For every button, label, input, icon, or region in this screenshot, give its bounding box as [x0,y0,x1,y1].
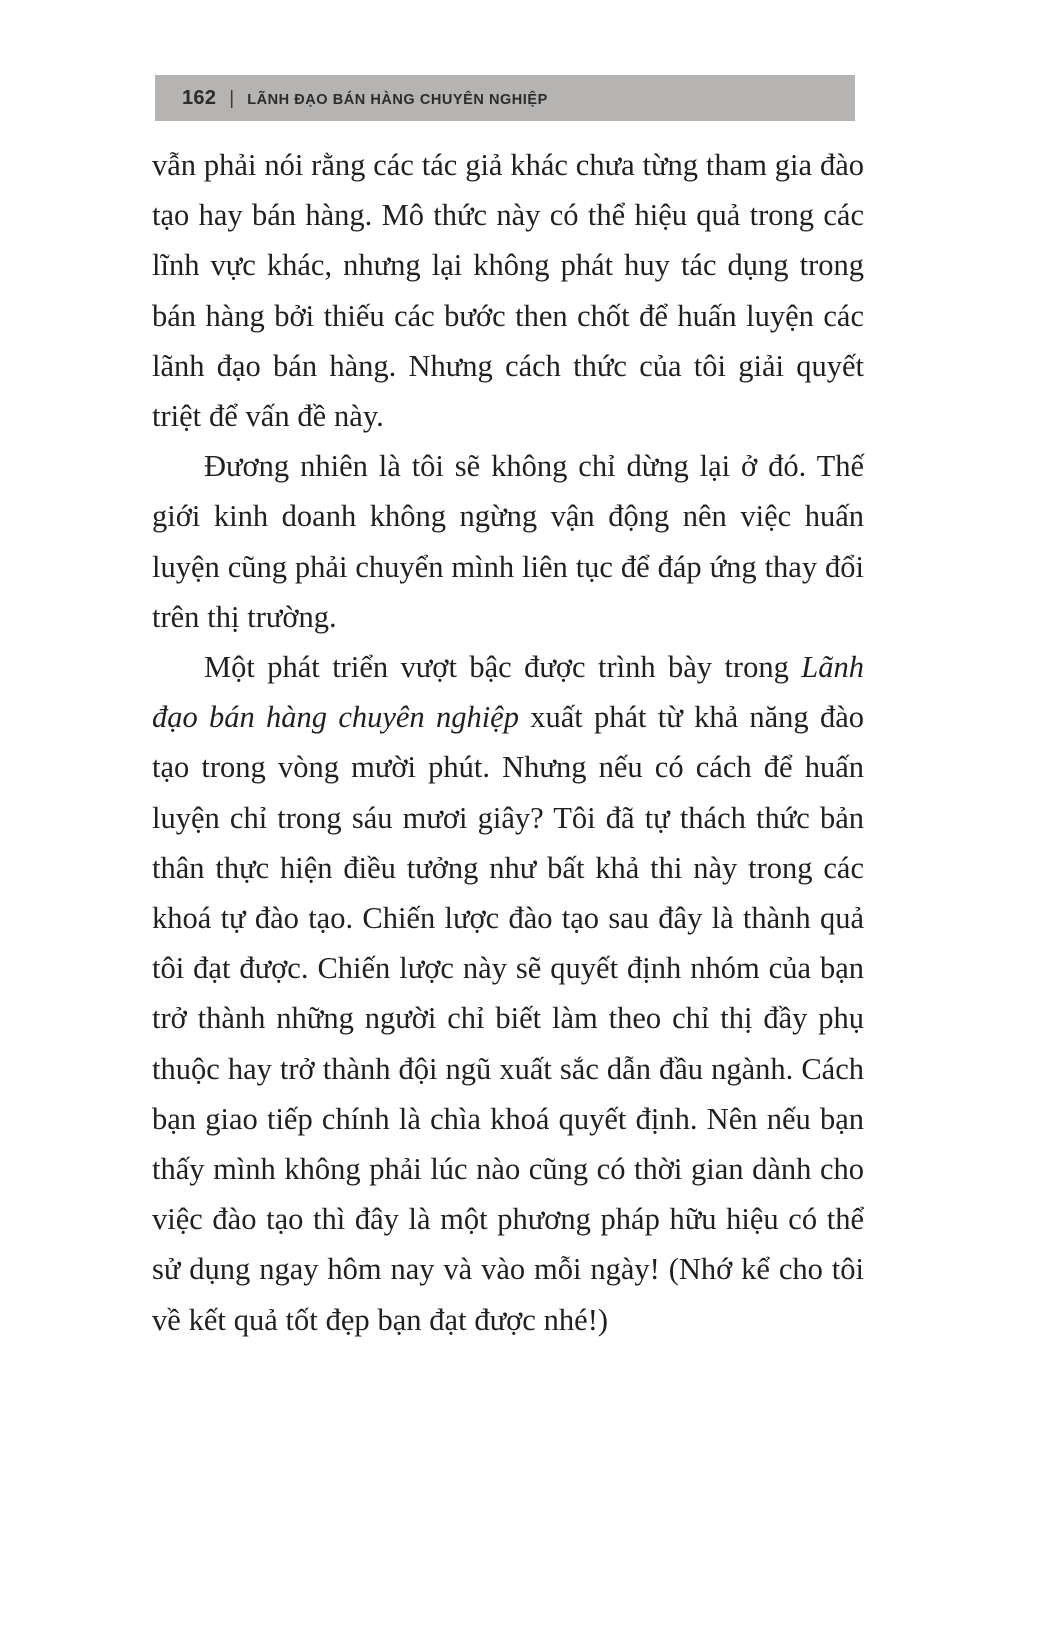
paragraph-3-tail: xuất phát từ khả năng đào tạo trong vòng mười phút. Nhưng nếu có cách để huấn luyện chỉ trong sáu mươi giây? Tôi đã tự thách thức bản thân thực hiện điều tưởng như bất khả thi này trong các khoá tự đào tạo. Chiến lược đào tạo sau đây là thành quả tôi đạt được. Chiến lược này sẽ quyết định nhóm của bạn trở thành những người chỉ biết làm theo chỉ thị đầy phụ thuộc hay trở thành đội ngũ xuất sắc dẫn đầu ngành. Cách bạn giao tiếp chính là chìa khoá quyết định. Nên nếu bạn thấy mình không phải lúc nào cũng có thời gian dành cho việc đào tạo thì đây là một phương pháp hữu hiệu có thể sử dụng ngay hôm nay và vào mỗi ngày! (Nhớ kể cho tôi về kết quả tốt đẹp bạn đạt được nhé!) [152,700,864,1337]
book-title-citation: Lãnh đạo bán hàng chuyên nghiệp [152,650,864,735]
body-text-column [152,140,864,1345]
paragraph-2: Đương nhiên là tôi sẽ không chỉ dừng lại ở đó. Thế giới kinh doanh không ngừng vận động nên việc huấn luyện cũng phải chuyển mình liên tục để đáp ứng thay đổi trên thị trường. [152,449,864,634]
running-header [155,75,855,121]
book-title: LÃNH ĐẠO BÁN HÀNG CHUYÊN NGHIỆP [247,91,548,108]
running-header-content [155,87,548,110]
paragraph-3 [152,642,864,1345]
paragraph-3-lead: Một phát triển vượt bậc được trình bày trong [204,650,802,685]
header-separator: | [229,87,235,109]
paragraph-1: vẫn phải nói rằng các tác giả khác chưa từng tham gia đào tạo hay bán hàng. Mô thức này có thể hiệu quả trong các lĩnh vực khác, nhưng lại không phát huy tác dụng trong bán hàng bởi thiếu các bước then chốt để huấn luyện các lãnh đạo bán hàng. Nhưng cách thức của tôi giải quyết triệt để vấn đề này. [152,148,864,434]
page-number: 162 [182,86,217,109]
